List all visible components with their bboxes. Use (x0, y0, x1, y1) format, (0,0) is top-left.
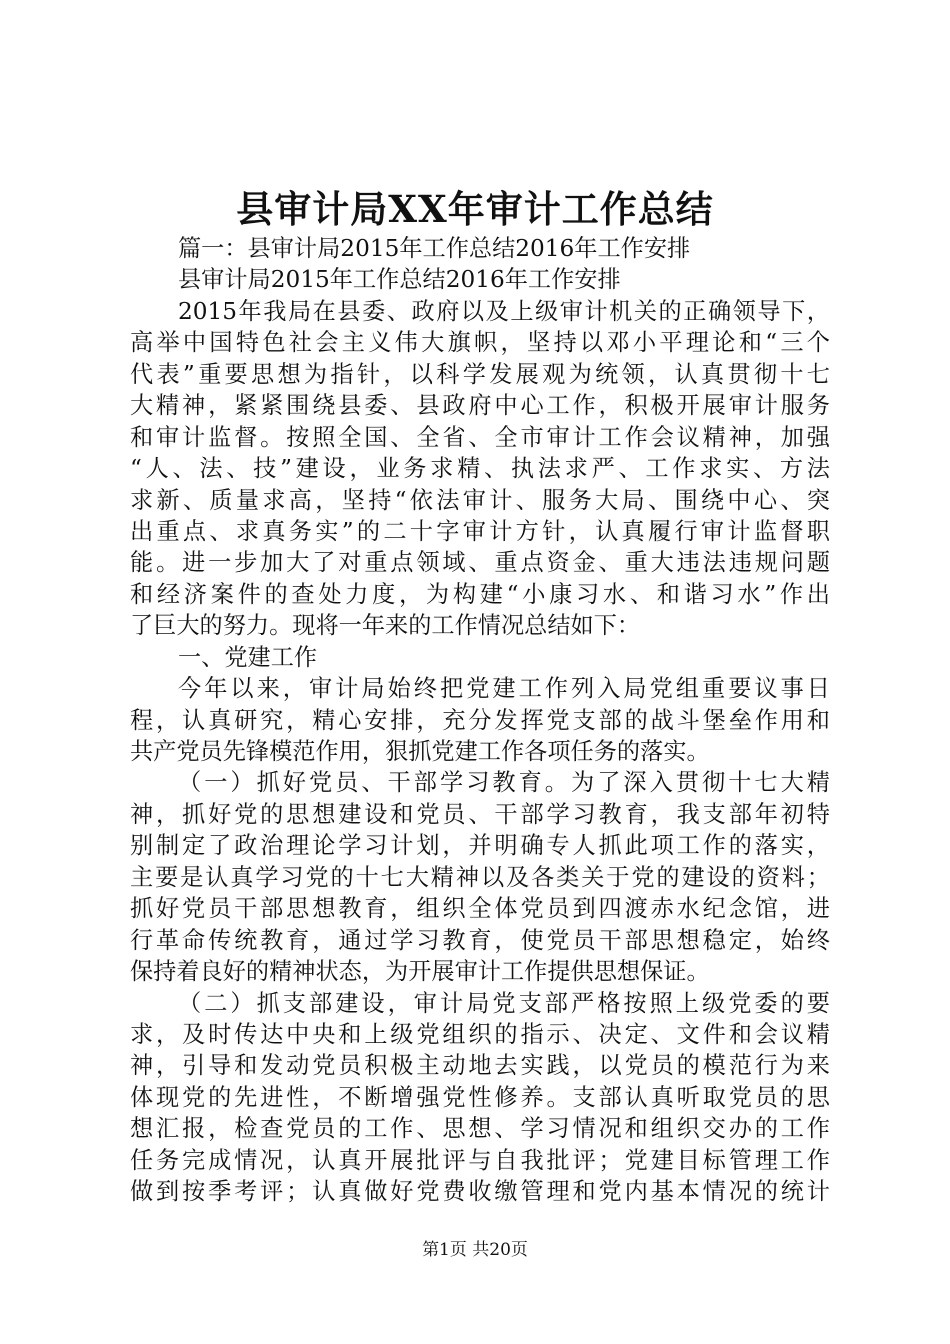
body-line: 神，引导和发动党员积极主动地去实践，以党员的模范行为来 (130, 1052, 830, 1080)
body-line: 一、党建工作 (178, 643, 318, 671)
body-line: （一）抓好党员、干部学习教育。为了深入贯彻十七大精 (178, 769, 830, 797)
body-line: 和审计监督。按照全国、全省、全市审计工作会议精神，加强 (130, 423, 830, 451)
body-line: 保持着良好的精神状态，为开展审计工作提供思想保证。 (130, 958, 710, 986)
body-line: 想汇报，检查党员的工作、思想、学习情况和组织交办的工作 (130, 1115, 830, 1143)
body-line: 篇一：县审计局2015年工作总结2016年工作安排 (178, 235, 691, 262)
body-line: 做到按季考评；认真做好党费收缴管理和党内基本情况的统计 (130, 1178, 830, 1206)
body-line: 高举中国特色社会主义伟大旗帜，坚持以邓小平理论和“三个 (130, 329, 830, 357)
body-line: 程，认真研究，精心安排，充分发挥党支部的战斗堡垒作用和 (130, 706, 830, 734)
body-line: 了巨大的努力。现将一年来的工作情况总结如下： (130, 612, 641, 640)
body-line: （二）抓支部建设，审计局党支部严格按照上级党委的要 (178, 989, 830, 1017)
body-line: 2015年我局在县委、政府以及上级审计机关的正确领导下， (178, 297, 830, 325)
body-line: 行革命传统教育，通过学习教育，使党员干部思想稳定，始终 (130, 926, 830, 954)
body-line: 大精神，紧紧围绕县委、县政府中心工作，积极开展审计服务 (130, 392, 830, 420)
body-line: 县审计局2015年工作总结2016年工作安排 (178, 266, 621, 294)
body-line: 求，及时传达中央和上级党组织的指示、决定、文件和会议精 (130, 1020, 830, 1048)
body-line: 神，抓好党的思想建设和党员、干部学习教育，我支部年初特 (130, 800, 830, 828)
body-line: 能。进一步加大了对重点领域、重点资金、重大违法违规问题 (130, 549, 830, 577)
body-line: 共产党员先锋模范作用，狠抓党建工作各项任务的落实。 (130, 738, 710, 765)
body-line: 任务完成情况，认真开展批评与自我批评；党建目标管理工作 (130, 1146, 830, 1174)
body-line: 今年以来，审计局始终把党建工作列入局党组重要议事日 (178, 675, 830, 703)
body-line: “人、法、技”建设，业务求精、执法求严、工作求实、方法 (130, 455, 830, 483)
body-line: 求新、质量求高，坚持“依法审计、服务大局、围绕中心、突 (130, 486, 830, 514)
body-line: 代表”重要思想为指针，以科学发展观为统领，认真贯彻十七 (130, 360, 830, 388)
document-title: 县审计局XX年审计工作总结 (236, 187, 714, 231)
page-footer: 第1页 共20页 (422, 1240, 528, 1260)
body-line: 体现党的先进性，不断增强党性修养。支部认真听取党员的思 (130, 1083, 830, 1111)
body-line: 和经济案件的查处力度，为构建“小康习水、和谐习水”作出 (130, 580, 830, 608)
body-line: 出重点、求真务实”的二十字审计方针，认真履行审计监督职 (130, 517, 830, 545)
body-line: 主要是认真学习党的十七大精神以及各类关于党的建设的资料； (130, 863, 830, 891)
body-line: 别制定了政治理论学习计划，并明确专人抓此项工作的落实， (130, 832, 830, 860)
document-body (130, 233, 830, 1208)
body-line: 抓好党员干部思想教育，组织全体党员到四渡赤水纪念馆，进 (130, 895, 830, 923)
